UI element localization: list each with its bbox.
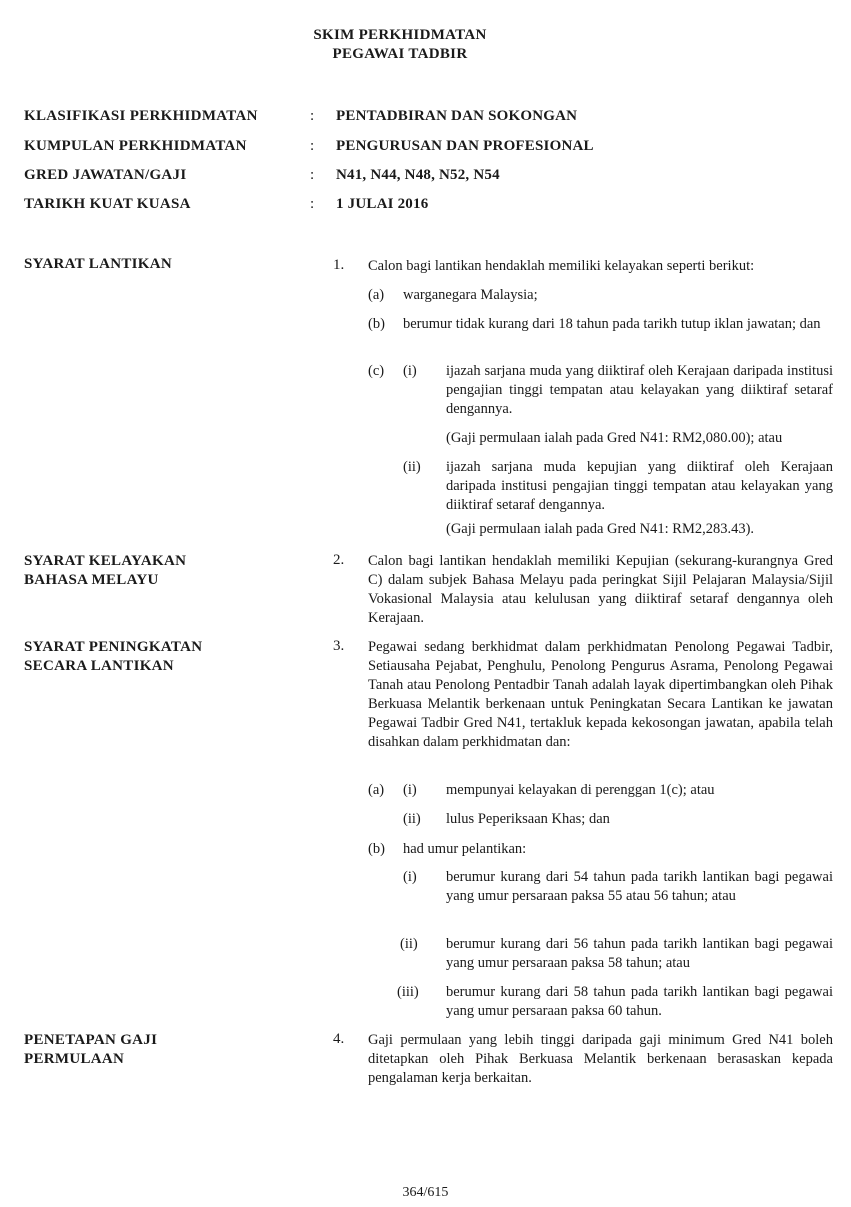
subitem-text-3a-i: mempunyai kelayakan di perenggan 1(c); atau [446,782,715,798]
doc-title-line2: PEGAWAI TADBIR [332,46,468,62]
subitem-text-3b-ii: berumur kurang dari 56 tahun pada tarikh lantikan bagi pegawai yang umur persaraan paksa 58 tahun; atau [446,936,833,971]
section-title-kelayakan-line1: SYARAT KELAYAKAN [24,553,187,569]
meta-colon: : [310,167,315,183]
salary-note-c-ii: (Gaji permulaan ialah pada Gred N41: RM2,283.43). [446,521,755,537]
item-marker-b: (b) [368,316,385,332]
salary-note-c-i: (Gaji permulaan ialah pada Gred N41: RM2,080.00); atau [446,430,783,446]
subitem-marker-3a-ii: (ii) [403,811,421,827]
section-number-3: 3. [333,638,345,654]
section-2-text: Calon bagi lantikan hendaklah memiliki Kepujian (sekurang-kurangnya Gred C) dalam subjek Bahasa Melayu pada peringkat Sijil Pelajaran Malaysia/Sijil Vokasional Malaysia atau kelulusan yang diiktiraf setaraf dengannya oleh Kerajaan. [368,553,833,626]
meta-value-klasifikasi: PENTADBIRAN DAN SOKONGAN [336,108,578,124]
meta-value-tarikh: 1 JULAI 2016 [336,196,429,212]
item-marker-3b: (b) [368,841,385,857]
section-number-1: 1. [333,257,345,273]
section-title-peningkatan-line2: SECARA LANTIKAN [24,658,174,674]
subitem-marker-3a-i: (i) [403,782,417,798]
item-marker-a: (a) [368,287,385,303]
subitem-marker-3b-iii: (iii) [397,984,419,1000]
page-number: 364/615 [402,1185,449,1200]
subitem-marker-3b-ii: (ii) [400,936,418,952]
section-number-4: 4. [333,1031,345,1047]
subitem-text-c-i: ijazah sarjana muda yang diiktiraf oleh Kerajaan daripada institusi pengajian tinggi tempatan atau kelayakan yang diiktiraf setaraf dengannya. [446,363,833,417]
section-title-gaji-line2: PERMULAAN [24,1051,125,1067]
section-3-intro: Pegawai sedang berkhidmat dalam perkhidmatan Penolong Pegawai Tadbir, Setiausaha Pejabat, Penghulu, Penolong Pengurus Asrama, Penolong Pegawai Tanah atau Penolong Pentadbir Tanah adalah layak dipertimbangkan oleh Pihak Berkuasa Melantik berkenaan untuk Peningkatan Secara Lantikan ke jawatan Pegawai Tadbir Gred N41, tertakluk kepada kekosongan jawatan, apabila telah disahkan dalam perkhidmatan dan: [368,639,833,750]
subitem-text-c-ii: ijazah sarjana muda kepujian yang diiktiraf oleh Kerajaan daripada institusi pengajian tinggi tempatan atau kelayakan yang diiktiraf setaraf dengannya. [446,459,833,513]
subitem-marker-c-ii: (ii) [403,459,421,475]
meta-colon: : [310,196,315,212]
subitem-text-3b-iii: berumur kurang dari 58 tahun pada tarikh lantikan bagi pegawai yang umur persaraan paksa 60 tahun. [446,984,833,1019]
meta-label-gred: GRED JAWATAN/GAJI [24,167,187,183]
meta-colon: : [310,108,315,124]
subitem-marker-3b-i: (i) [403,869,417,885]
subitem-text-3b-i: berumur kurang dari 54 tahun pada tarikh lantikan bagi pegawai yang umur persaraan paksa 55 atau 56 tahun; atau [446,869,833,904]
section-title-peningkatan-line1: SYARAT PENINGKATAN [24,639,203,655]
meta-value-kumpulan: PENGURUSAN DAN PROFESIONAL [336,138,594,154]
meta-label-tarikh: TARIKH KUAT KUASA [24,196,191,212]
section-1-intro: Calon bagi lantikan hendaklah memiliki kelayakan seperti berikut: [368,258,755,274]
meta-label-klasifikasi: KLASIFIKASI PERKHIDMATAN [24,108,258,124]
section-number-2: 2. [333,552,345,568]
item-text-a: warganegara Malaysia; [403,287,538,303]
section-4-text: Gaji permulaan yang lebih tinggi daripada gaji minimum Gred N41 boleh ditetapkan oleh Pihak Berkuasa Melantik berkenaan berasaskan kepada pengalaman kerja berkaitan. [368,1032,833,1086]
item-text-b: berumur tidak kurang dari 18 tahun pada tarikh tutup iklan jawatan; dan [403,316,821,332]
section-title-kelayakan-line2: BAHASA MELAYU [24,572,159,588]
subitem-marker-c-i: (i) [403,363,417,379]
meta-value-gred: N41, N44, N48, N52, N54 [336,167,500,183]
subitem-text-3a-ii: lulus Peperiksaan Khas; dan [446,811,610,827]
meta-colon: : [310,138,315,154]
doc-title-line1: SKIM PERKHIDMATAN [313,27,487,43]
section-title-gaji-line1: PENETAPAN GAJI [24,1032,158,1048]
item-marker-3a: (a) [368,782,385,798]
meta-label-kumpulan: KUMPULAN PERKHIDMATAN [24,138,247,154]
item-text-3b: had umur pelantikan: [403,841,527,857]
item-marker-c: (c) [368,363,385,379]
section-title-syarat-lantikan: SYARAT LANTIKAN [24,256,173,272]
